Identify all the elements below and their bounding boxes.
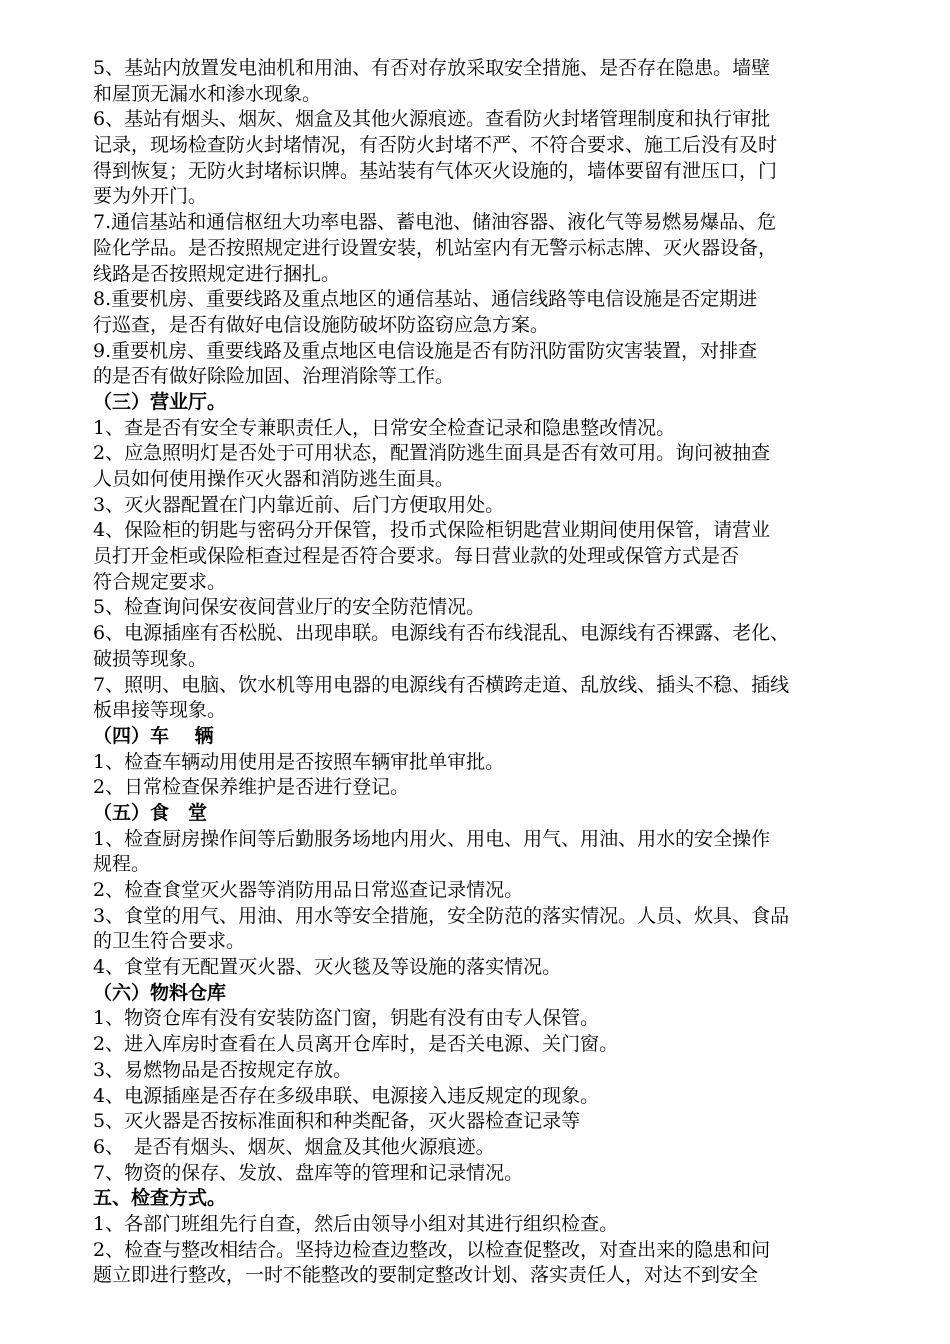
text-line: 5、检查询问保安夜间营业厅的安全防范情况。 bbox=[93, 596, 486, 619]
text-line: 5、基站内放置发电油机和用油、有否对存放采取安全措施、是否存在隐患。墙壁 bbox=[93, 57, 771, 79]
text-line: 2、进入库房时查看在人员离开仓库时，是否关电源、关门窗。 bbox=[93, 1033, 619, 1056]
text-line: 题立即进行整改，一时不能整改的要制定整改计划、落实责任人，对达不到安全 bbox=[93, 1264, 759, 1287]
text-line: 2、检查与整改相结合。坚持边检查边整改，以检查促整改，对查出来的隐患和问 bbox=[93, 1238, 771, 1261]
section-heading: （六）物料仓库 bbox=[93, 981, 227, 1004]
section-heading: 五、检查方式。 bbox=[93, 1187, 227, 1210]
text-line: 4、食堂有无配置灭火器、灭火毯及等设施的落实情况。 bbox=[93, 956, 562, 979]
text-line: 的是否有做好除险加固、治理消除等工作。 bbox=[93, 365, 455, 388]
text-line: 员打开金柜或保险柜查过程是否符合要求。每日营业款的处理或保管方式是否 bbox=[93, 545, 740, 568]
text-line: 记录，现场检查防火封堵情况，有否防火封堵不严、不符合要求、施工后没有及时 bbox=[93, 134, 778, 157]
text-line: 和屋顶无漏水和渗水现象。 bbox=[93, 82, 322, 105]
section-heading: （五）食 堂 bbox=[93, 801, 208, 824]
text-line: 人员如何使用操作灭火器和消防逃生面具。 bbox=[93, 468, 455, 490]
text-line: 3、灭火器配置在门内靠近前、后门方便取用处。 bbox=[93, 493, 505, 516]
text-line: 险化学品。是否按照规定进行设置安装，机站室内有无警示标志牌、灭火器设备， bbox=[93, 236, 778, 259]
section-heading: （三）营业厅。 bbox=[93, 390, 227, 413]
text-line: 得到恢复；无防火封堵标识牌。基站装有气体灭火设施的，墙体要留有泄压口，门 bbox=[93, 159, 778, 182]
text-line: 7、照明、电脑、饮水机等用电器的电源线有否横跨走道、乱放线、插头不稳、插线 bbox=[93, 673, 790, 696]
text-line: 6、基站有烟头、烟灰、烟盒及其他火源痕迹。查看防火封堵管理制度和执行审批 bbox=[93, 108, 771, 131]
text-line: 的卫生符合要求。 bbox=[93, 930, 246, 953]
text-line: 2、应急照明灯是否处于可用状态，配置消防逃生面具是否有效可用。询问被抽查 bbox=[93, 442, 771, 465]
text-line: 板串接等现象。 bbox=[93, 699, 227, 722]
text-line: 规程。 bbox=[93, 853, 151, 876]
text-line: 1、物资仓库有没有安装防盗门窗，钥匙有没有由专人保管。 bbox=[93, 1007, 600, 1030]
text-line: 符合规定要求。 bbox=[93, 570, 227, 593]
text-line: 3、易燃物品是否按规定存放。 bbox=[93, 1058, 353, 1081]
text-line: 破损等现象。 bbox=[93, 647, 208, 670]
text-line: 7、物资的保存、发放、盘库等的管理和记录情况。 bbox=[93, 1161, 524, 1184]
text-line: 行巡查，是否有做好电信设施防破坏防盗窃应急方案。 bbox=[93, 313, 550, 336]
text-line: 9.重要机房、重要线路及重点地区电信设施是否有防汛防雷防灾害装置，对排查 bbox=[93, 339, 758, 362]
text-line: 1、各部门班组先行自查，然后由领导小组对其进行组织检查。 bbox=[93, 1212, 619, 1235]
section-heading: （四）车 辆 bbox=[93, 724, 214, 747]
text-line: 6、 是否有烟头、烟灰、烟盒及其他火源痕迹。 bbox=[93, 1135, 495, 1158]
text-line: 2、检查食堂灭火器等消防用品日常巡查记录情况。 bbox=[93, 879, 524, 901]
text-line: 4、保险柜的钥匙与密码分开保管，投币式保险柜钥匙营业期间使用保管，请营业 bbox=[93, 519, 771, 542]
text-line: 5、灭火器是否按标准面积和种类配备，灭火器检查记录等 bbox=[93, 1110, 581, 1133]
text-line: 8.重要机房、重要线路及重点地区的通信基站、通信线路等电信设施是否定期进 bbox=[93, 288, 758, 311]
text-line: 2、日常检查保养维护是否进行登记。 bbox=[93, 776, 410, 799]
text-line: 3、食堂的用气、用油、用水等安全措施，安全防范的落实情况。人员、炊具、食品 bbox=[93, 904, 790, 927]
text-line: 1、查是否有安全专兼职责任人，日常安全检查记录和隐患整改情况。 bbox=[93, 416, 676, 439]
text-line: 7.通信基站和通信枢纽大功率电器、蓄电池、储油容器、液化气等易燃易爆品、危 bbox=[93, 211, 777, 234]
text-line: 1、检查厨房操作间等后勤服务场地内用火、用电、用气、用油、用水的安全操作 bbox=[93, 827, 771, 850]
text-line: 4、电源插座是否存在多级串联、电源接入违反规定的现象。 bbox=[93, 1084, 600, 1107]
text-line: 6、电源插座有否松脱、出现串联。电源线有否布线混乱、电源线有否裸露、老化、 bbox=[93, 622, 790, 645]
text-line: 1、检查车辆动用使用是否按照车辆审批单审批。 bbox=[93, 750, 505, 773]
text-line: 线路是否按照规定进行捆扎。 bbox=[93, 262, 341, 285]
text-line: 要为外开门。 bbox=[93, 185, 208, 208]
